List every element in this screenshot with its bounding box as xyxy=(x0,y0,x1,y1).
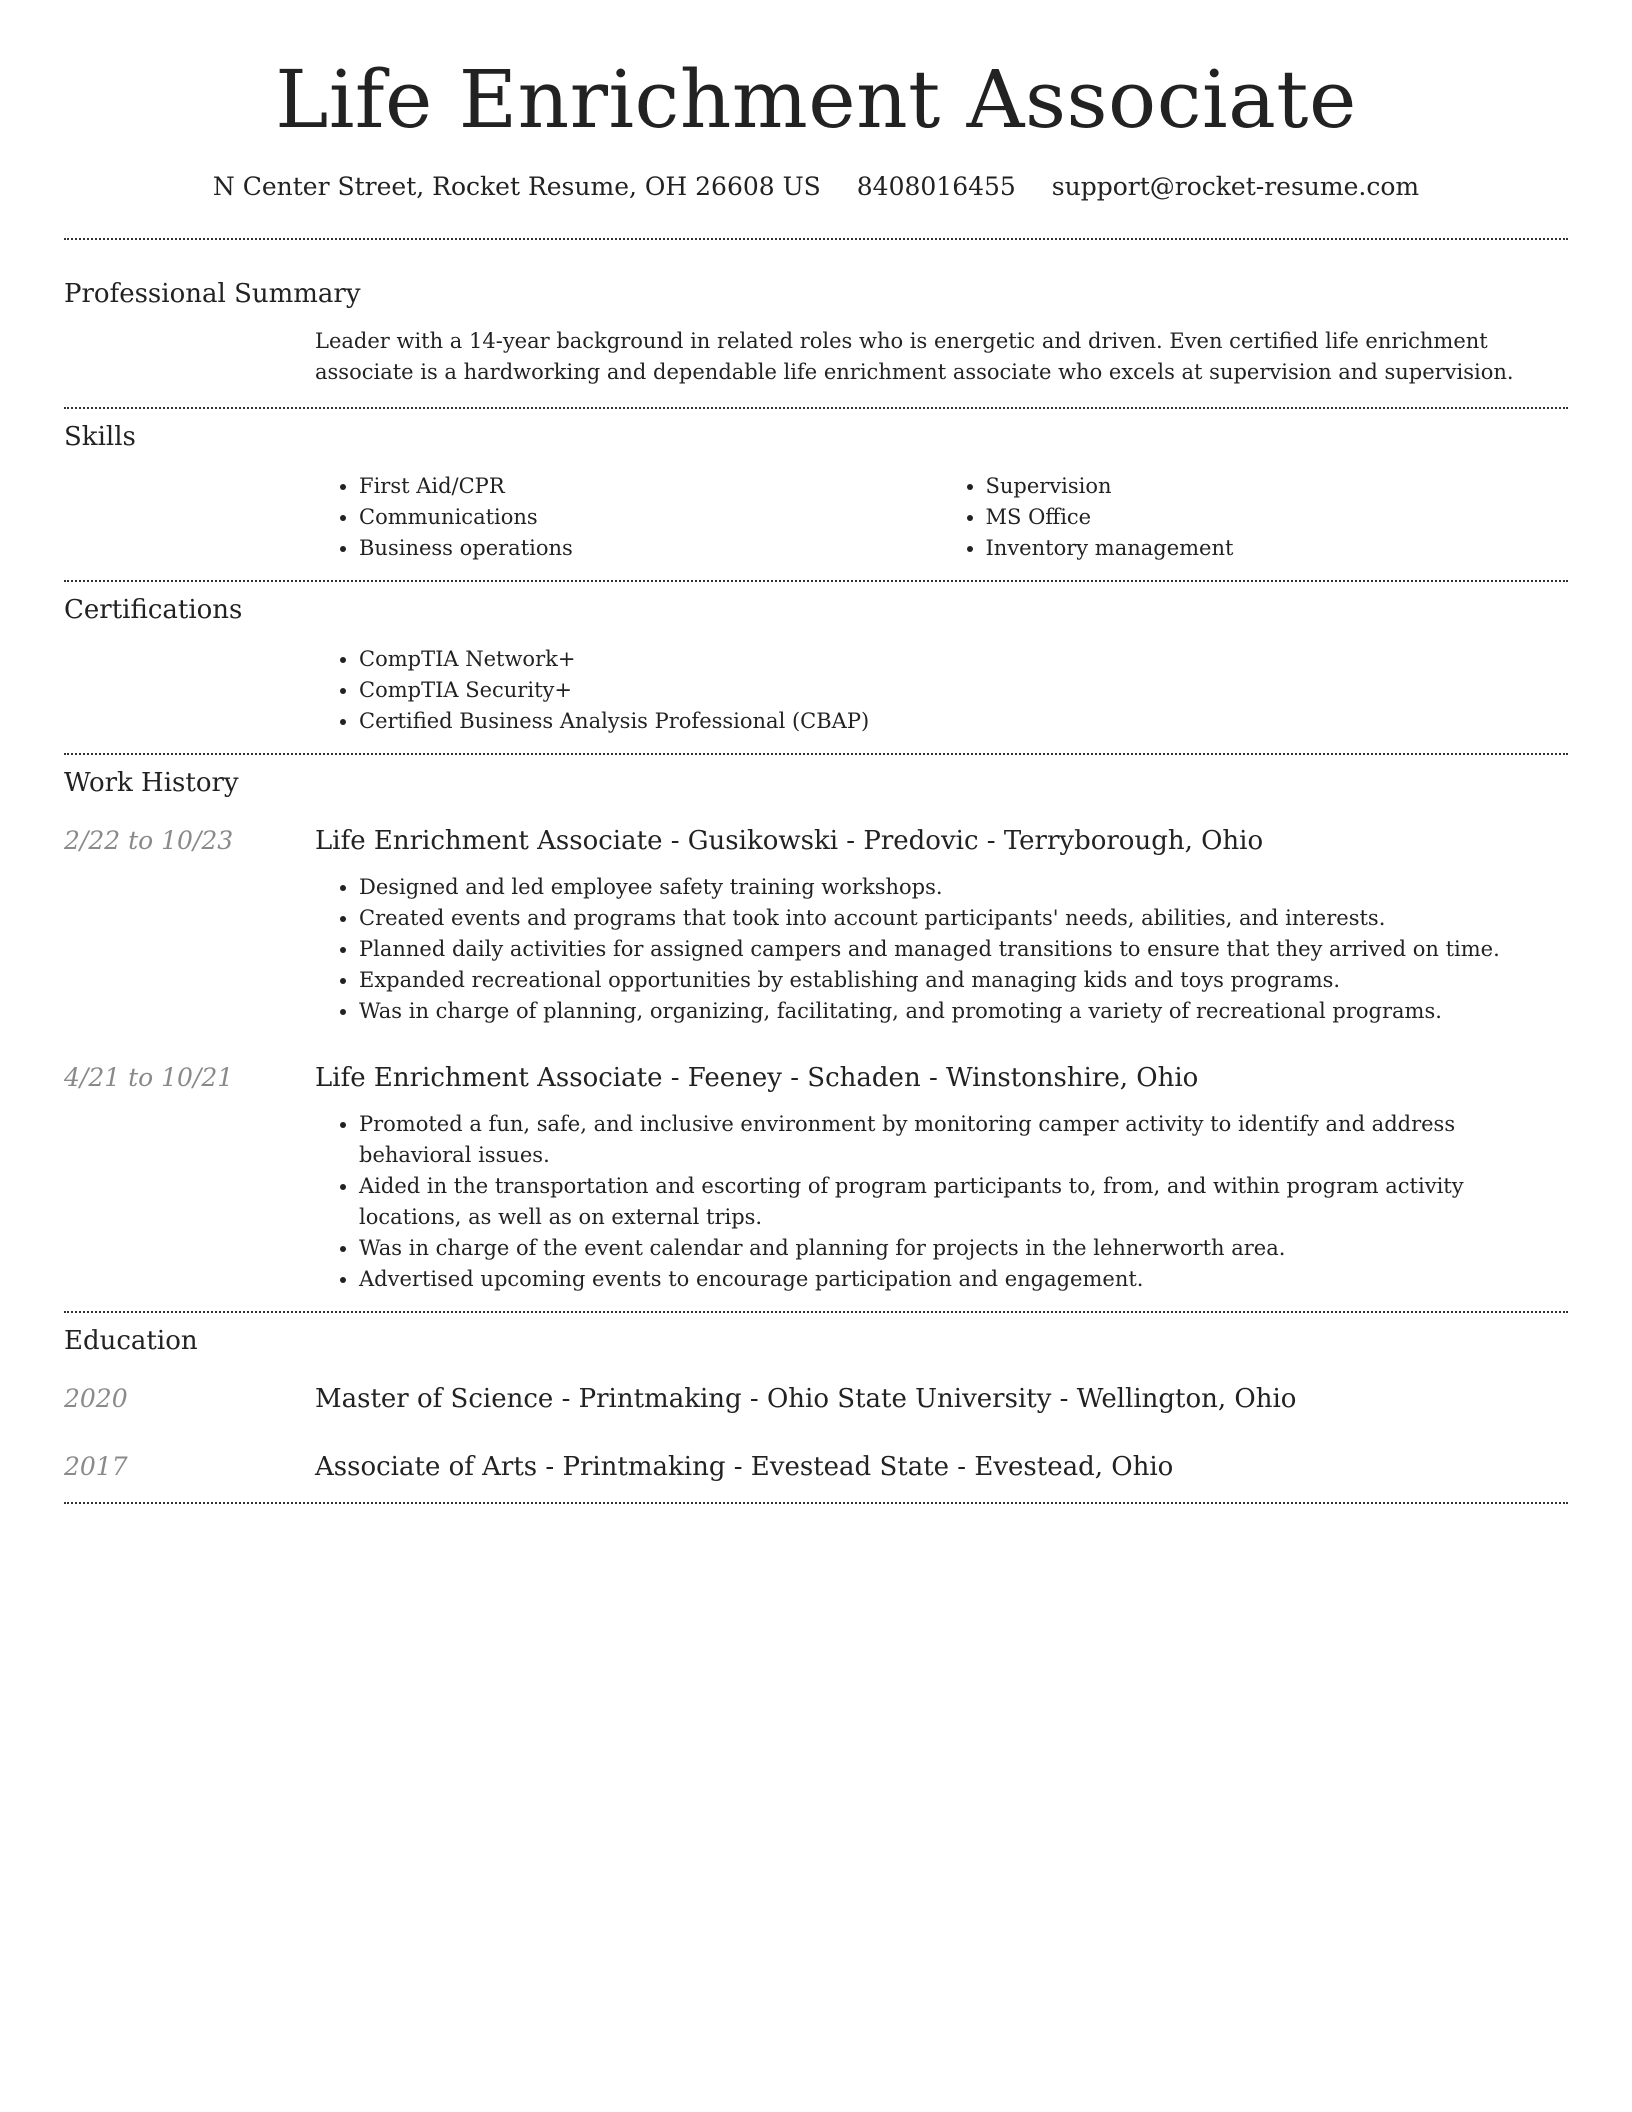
contact-email: support@rocket-resume.com xyxy=(1051,172,1420,201)
job-bullet: • Planned daily activities for assigned campers and managed transitions to ensure that they arrived on time. xyxy=(359,934,1568,965)
contact-line xyxy=(64,170,1568,204)
education-heading: Education xyxy=(64,1326,198,1356)
job-bullet: • Aided in the transportation and escorting of program participants to, from, and within program activity locations, as well as on external trips. xyxy=(359,1171,1568,1233)
skills-list xyxy=(315,471,1568,564)
contact-address: N Center Street, Rocket Resume, OH 26608 US xyxy=(212,172,821,201)
education-section xyxy=(64,1313,1568,1502)
contact-phone: 8408016455 xyxy=(856,172,1016,201)
education-title: Master of Science - Printmaking - Ohio State University - Wellington, Ohio xyxy=(315,1384,1297,1414)
skill-item: • Communications xyxy=(359,502,942,533)
job-body xyxy=(315,1061,1568,1295)
job-bullet: • Created events and programs that took into account participants' needs, abilities, and interests. xyxy=(359,903,1568,934)
summary-heading: Professional Summary xyxy=(64,279,361,309)
certifications-heading: Certifications xyxy=(64,595,243,625)
education-year: 2020 xyxy=(64,1384,128,1413)
divider xyxy=(64,1502,1568,1504)
skill-item: • Business operations xyxy=(359,533,942,564)
certification-item: • Certified Business Analysis Professional (CBAP) xyxy=(359,706,1568,737)
education-year: 2017 xyxy=(64,1452,128,1481)
job-dates: 2/22 to 10/23 xyxy=(64,826,234,855)
certification-item: • CompTIA Network+ xyxy=(359,644,1568,675)
certification-item: • CompTIA Security+ xyxy=(359,675,1568,706)
job-bullet: • Promoted a fun, safe, and inclusive environment by monitoring camper activity to identify and address behavioral issues. xyxy=(359,1109,1568,1171)
work-history-heading: Work History xyxy=(64,768,239,798)
skills-column-2 xyxy=(942,471,1569,564)
education-entry xyxy=(64,1450,1568,1484)
job-entry xyxy=(64,1061,1568,1295)
skill-item: • Supervision xyxy=(986,471,1569,502)
certifications-list xyxy=(315,644,1568,737)
job-bullet: • Advertised upcoming events to encourage participation and engagement. xyxy=(359,1264,1568,1295)
skill-item: • MS Office xyxy=(986,502,1569,533)
job-bullet: • Was in charge of planning, organizing, facilitating, and promoting a variety of recreational programs. xyxy=(359,996,1568,1027)
skills-heading: Skills xyxy=(64,422,136,452)
job-bullet: • Designed and led employee safety training workshops. xyxy=(359,872,1568,903)
skills-column-1 xyxy=(315,471,942,564)
work-history-section xyxy=(64,755,1568,1311)
education-title: Associate of Arts - Printmaking - Evestead State - Evestead, Ohio xyxy=(315,1452,1174,1482)
skills-section xyxy=(64,409,1568,580)
job-bullets xyxy=(315,1109,1568,1295)
certifications-section xyxy=(64,582,1568,753)
summary-section xyxy=(64,240,1568,407)
job-title: Life Enrichment Associate - Gusikowski - Predovic - Terryborough, Ohio xyxy=(315,826,1264,856)
job-title: Life Enrichment Associate - Feeney - Schaden - Winstonshire, Ohio xyxy=(315,1063,1199,1093)
resume-page xyxy=(64,0,1568,1504)
job-dates: 4/21 to 10/21 xyxy=(64,1063,234,1092)
job-entry xyxy=(64,824,1568,1027)
skill-item: • Inventory management xyxy=(986,533,1569,564)
resume-name: Life Enrichment Associate xyxy=(275,53,1357,146)
job-bullet: • Expanded recreational opportunities by establishing and managing kids and toys programs. xyxy=(359,965,1568,996)
job-body xyxy=(315,824,1568,1027)
education-entry xyxy=(64,1382,1568,1416)
job-bullet: • Was in charge of the event calendar and planning for projects in the lehnerworth area. xyxy=(359,1233,1568,1264)
skill-item: • First Aid/CPR xyxy=(359,471,942,502)
summary-text: Leader with a 14-year background in related roles who is energetic and driven. Even certified life enrichment associate is a hardworking and dependable life enrichment associate who excels at supervision and supervision. xyxy=(315,329,1514,384)
job-bullets xyxy=(315,872,1568,1027)
summary-content xyxy=(315,326,1568,388)
